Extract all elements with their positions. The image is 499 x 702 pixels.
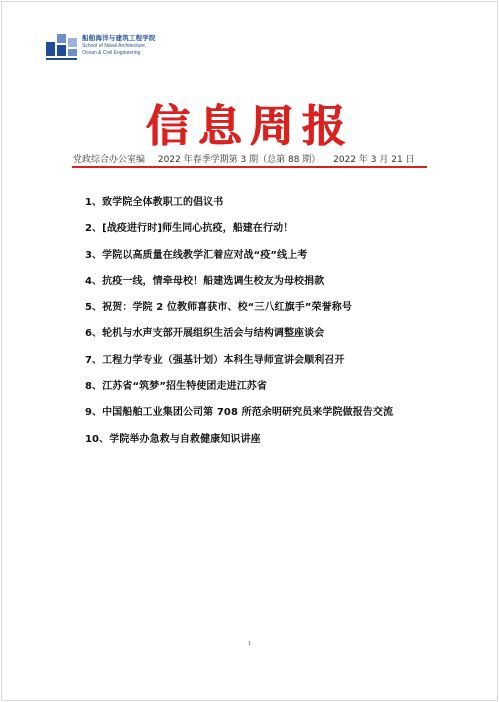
toc-item[interactable]: 4、抗疫一线，情牵母校！船建选调生校友为母校捐款 — [85, 275, 325, 287]
logo-english-name-line2: Ocean & Civil Engineering — [82, 50, 141, 56]
toc-item[interactable]: 5、祝贺：学院 2 位教师喜获市、校“三八红旗手”荣誉称号 — [85, 302, 352, 314]
newsletter-title: 信息周报 — [145, 101, 354, 152]
table-of-contents — [85, 193, 445, 456]
toc-item[interactable]: 1、致学院全体教职工的倡议书 — [85, 197, 224, 208]
logo-english-name-line1: School of Naval Architecture, — [82, 43, 147, 49]
toc-item[interactable]: 9、中国船舶工业集团公司第 708 所范余明研究员来学院做报告交流 — [85, 407, 394, 419]
toc-item[interactable]: 3、学院以高质量在线教学汇着应对战“疫”线上考 — [85, 249, 308, 261]
toc-item[interactable]: 2、[战疫进行时]师生同心抗疫，船建在行动！ — [85, 223, 294, 235]
school-logo — [46, 30, 186, 64]
issue-date: 2022 年 3 月 21 日 — [333, 155, 415, 165]
toc-item[interactable]: 6、轮机与水声支部开展组织生活会与结构调整座谈会 — [85, 328, 325, 340]
toc-item[interactable]: 8、江苏省“筑梦”招生特使团走进江苏省 — [85, 381, 268, 393]
issue-number: 2022 年春季学期第 3 期（总第 88 期） — [157, 155, 321, 165]
page-number: 1 — [248, 641, 251, 647]
toc-item[interactable]: 10、学院举办急救与自救健康知识讲座 — [85, 433, 261, 445]
school-emblem-icon — [46, 30, 78, 62]
logo-chinese-name: 船舶海洋与建筑工程学院 — [82, 35, 156, 42]
issue-editor: 党政综合办公室编 — [73, 155, 146, 165]
toc-item[interactable]: 7、工程力学专业（强基计划）本科生导师宣讲会顺利召开 — [85, 354, 345, 366]
header-divider — [72, 166, 427, 168]
issue-info — [73, 152, 425, 165]
